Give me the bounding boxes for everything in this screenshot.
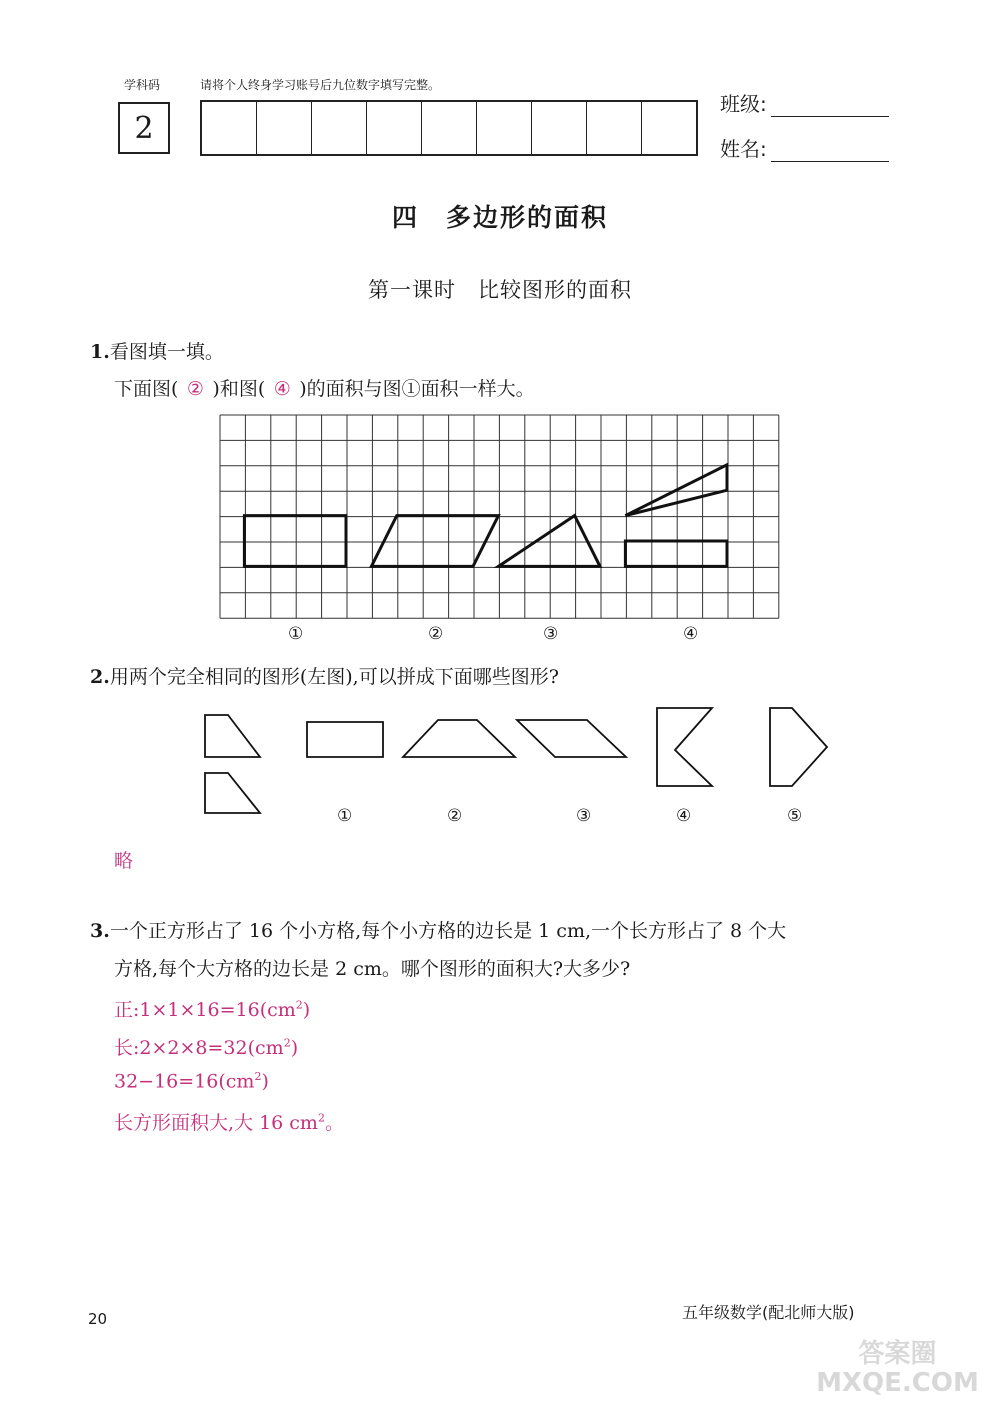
digit-box[interactable] [532,102,587,154]
question-text: 看图填一填。 [109,341,224,363]
name-field[interactable] [720,133,889,162]
shape-2-parallelogram [371,516,498,567]
page-number: 20 [88,1310,108,1328]
fill-text-a: 下面图( [114,378,179,400]
answer-line: 长$:2\times 2\times 8=32(cm^2)$ [114,1036,299,1059]
subject-code-value: 2 [134,110,154,146]
option-5-pentagon [770,708,827,786]
answer-blank-2[interactable]: ④ [273,378,291,400]
answer-line: 正$:1\times 1\times 16=16(cm^2)$ [114,998,311,1021]
digit-box[interactable] [367,102,422,154]
question-number: 2. [90,666,110,688]
question-number: 1. [90,341,110,363]
source-trapezoid-top [205,715,260,757]
digit-box[interactable] [477,102,532,154]
question-1-prompt [90,343,224,362]
option-1-rectangle [307,722,383,757]
question-1-fill [114,380,535,399]
shape-3-triangle [498,516,600,567]
question-text: 一个正方形占了 16 个小方格,每个小方格的边长是 1 cm,一个长方形占了 8 个大 [109,920,787,942]
question-3-line-2: 方格,每个大方格的边长是 2 cm。哪个图形的面积大?大多少? [114,958,631,980]
subject-code-box [118,102,170,154]
figure-label-2: ② [428,624,444,644]
tile-label-2: ② [447,806,463,826]
question-number: 3. [90,920,110,942]
tile-figures [195,700,835,820]
watermark-logo: 答案圈 MXQE.COM [816,1339,979,1398]
option-3-parallelogram [517,720,626,757]
digit-box[interactable] [587,102,642,154]
option-2-trapezoid [403,720,515,757]
question-2-prompt [90,668,559,687]
tile-label-4: ④ [676,806,692,826]
fill-text-c: )的面积与图①面积一样大。 [299,378,535,400]
question-2-answer: 略 [114,850,134,872]
tile-label-1: ① [337,806,353,826]
figure-label-3: ③ [543,624,559,644]
tile-label-3: ③ [576,806,592,826]
figure-label-4: ④ [683,624,699,644]
answer-blank-1[interactable]: ② [186,378,204,400]
digit-box[interactable] [257,102,312,154]
option-4-arrow-notch [657,708,712,786]
subject-code-label: 学科码 [124,78,161,92]
digit-box[interactable] [422,102,477,154]
class-label: 班级: [720,92,767,116]
grid-shapes [244,465,727,567]
name-label: 姓名: [720,137,767,161]
shape-1-rectangle [244,516,346,567]
digit-box[interactable] [312,102,367,154]
digit-box[interactable] [642,102,696,154]
book-title: 五年级数学(配北师大版) [682,1303,855,1322]
class-blank[interactable] [771,96,889,117]
question-text: 用两个完全相同的图形(左图),可以拼成下面哪些图形? [109,666,559,688]
tile-label-5: ⑤ [787,806,803,826]
account-digit-boxes[interactable] [200,100,698,156]
name-blank[interactable] [771,141,889,162]
chapter-title: 四 多边形的面积 [391,203,608,232]
lesson-title: 第一课时 比较图形的面积 [368,278,632,302]
shape-4-rectangle [625,541,727,566]
class-field[interactable] [720,88,889,117]
source-trapezoid-bottom [205,773,260,813]
answer-line: 长方形面积大,大 16 $cm^2$。 [114,1111,344,1134]
fill-text-b: )和图( [212,378,266,400]
account-instruction: 请将个人终身学习账号后九位数字填写完整。 [200,78,441,92]
answer-line: $32-16=16(cm^2)$ [114,1070,269,1093]
figure-label-1: ① [288,624,304,644]
shape-4-triangle [625,465,727,516]
digit-box[interactable] [202,102,257,154]
question-3-line-1 [90,922,786,941]
grid-figure [219,414,781,620]
